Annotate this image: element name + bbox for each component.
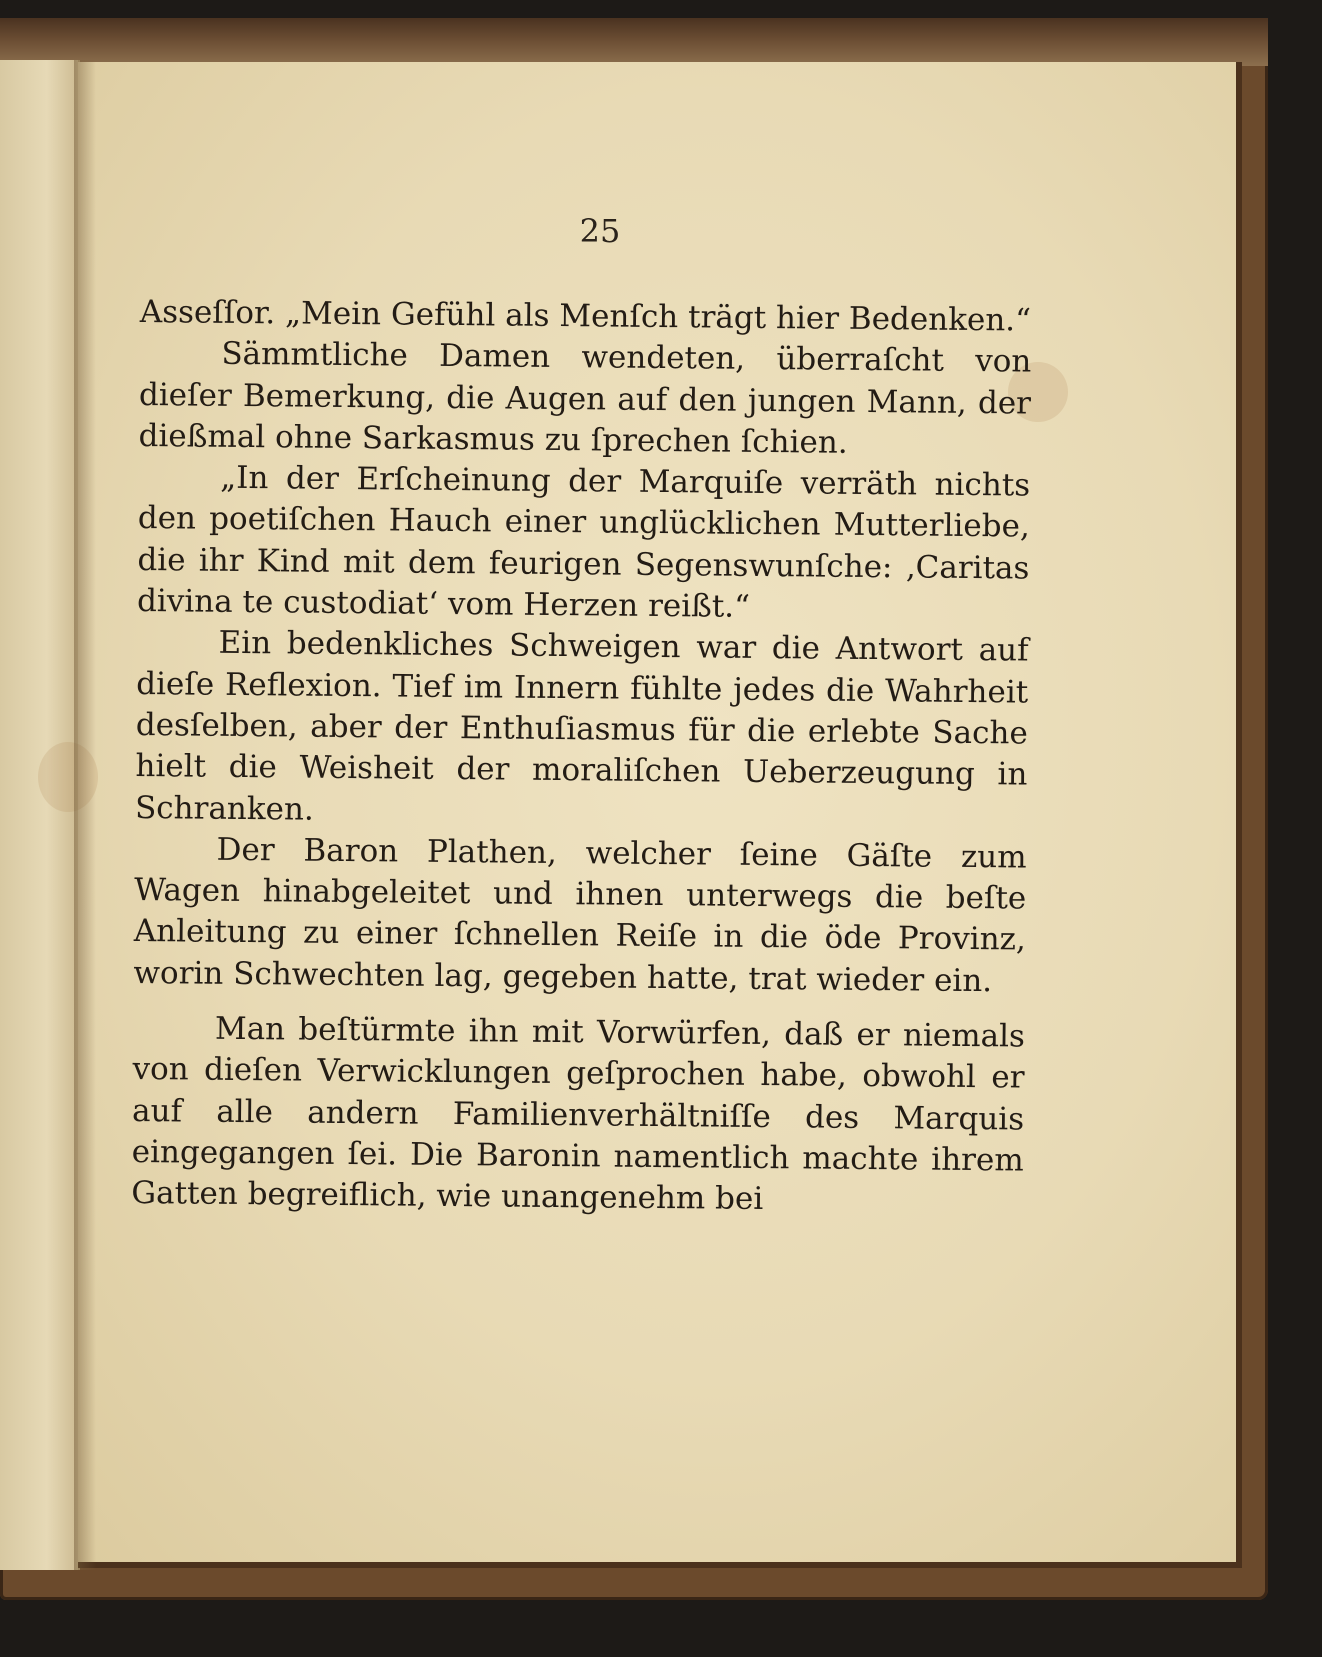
- paragraph: Ein bedenkliches Schweigen war die Antwort auf dieſe Reflexion. Tief im Innern fühlte jedes die Wahrheit desſelben, aber der Enthuſiasmus für die erlebte Sache hielt die Weisheit der moraliſchen Ueberzeugung in Schranken.: [134, 625, 1029, 828]
- paragraph: Der Baron Plathen, welcher ſeine Gäſte zum Wagen hinabgeleitet und ihnen unterwegs die beſte Anleitung zu einer ſchnellen Reiſe in die öde Provinz, worin Schwechten lag, gegeben hatte, trat wieder ein.: [133, 831, 1027, 999]
- book-spine-edge: [0, 18, 1268, 66]
- paragraph: Man beſtürmte ihn mit Vorwürfen, daß er niemals von dieſen Verwicklungen geſprochen habe, obwohl er auf alle andern Familienverhältniſſe des Marquis eingegangen ſei. Die Baronin namentlich machte ihrem Gatten begreiflich, wie unangenehm bei: [131, 1010, 1026, 1218]
- left-page-edge: [0, 60, 80, 1570]
- page-text: [131, 292, 1032, 1223]
- page-gutter-shadow: [74, 60, 96, 1570]
- paragraph: Asseſſor. „Mein Gefühl als Menſch trägt hier Bedenken.“: [139, 293, 1032, 339]
- book-page: [78, 62, 1242, 1568]
- paragraph: „In der Erſcheinung der Marquiſe verräth nichts den poetiſchen Hauch einer unglücklichen Mutterliebe, die ihr Kind mit dem feurigen Segenswunſche: ‚Caritas divina te custodiat‘ vom Herzen reißt.“: [136, 459, 1031, 625]
- paragraph: Sämmtliche Damen wendeten, überraſcht von dieſer Bemerkung, die Augen auf den jungen Mann, der dießmal ohne Sarkasmus zu ſprechen ſchien.: [138, 336, 1032, 461]
- page-number: 25: [579, 212, 621, 250]
